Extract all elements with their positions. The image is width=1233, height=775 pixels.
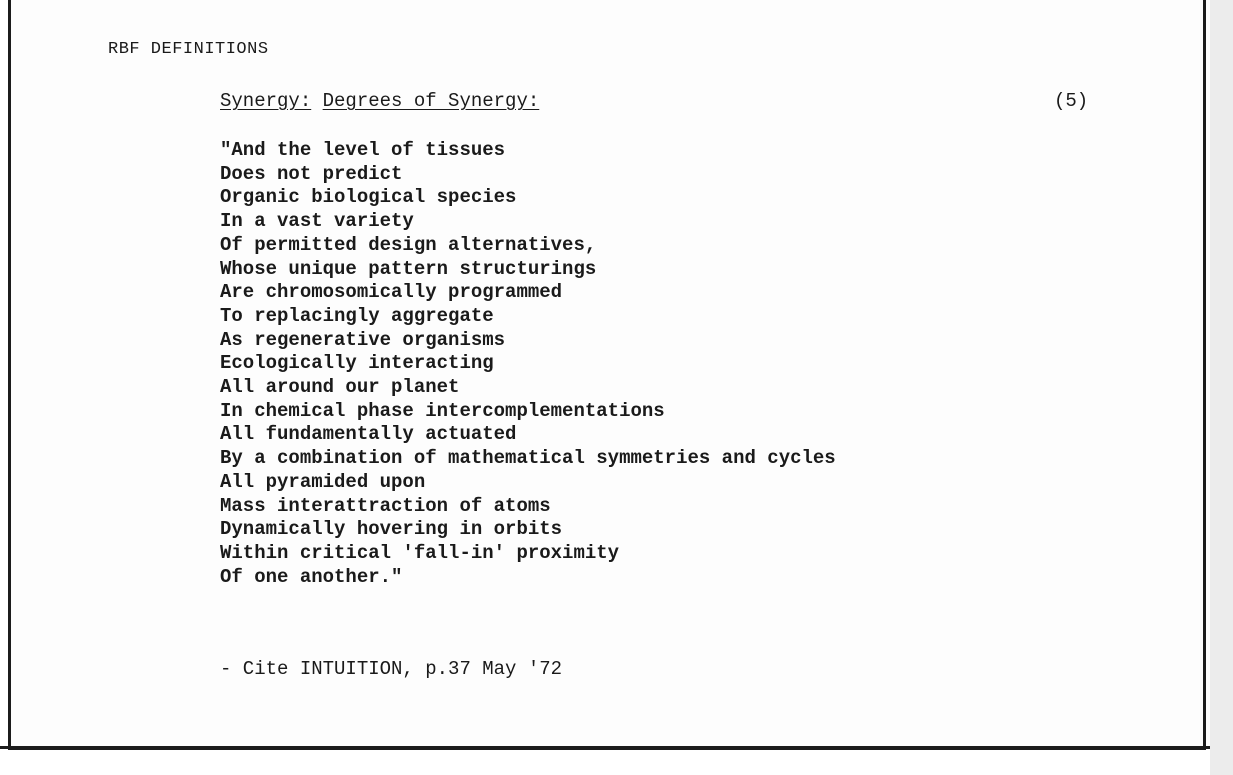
scan-margin	[1210, 0, 1233, 775]
card-bottom-divider	[0, 746, 1210, 749]
quote-line: In a vast variety	[220, 210, 414, 233]
page-number: (5)	[1054, 90, 1089, 112]
quote-line: All pyramided upon	[220, 470, 426, 493]
quote-line: By a combination of mathematical symmetries and cycles	[220, 447, 836, 470]
quote-line: As regenerative organisms	[220, 328, 506, 351]
quotation-text	[220, 139, 836, 589]
quote-line: Of permitted design alternatives,	[220, 233, 597, 256]
card-header: RBF DEFINITIONS	[108, 40, 269, 59]
quote-line: To replacingly aggregate	[220, 304, 494, 327]
quote-line: Within critical 'fall-in' proximity	[220, 541, 620, 564]
quote-line: All fundamentally actuated	[220, 423, 517, 446]
quote-line: All around our planet	[220, 376, 460, 399]
quote-line: In chemical phase intercomplementations	[220, 399, 665, 422]
entry-term: Synergy:	[220, 90, 312, 112]
citation: - Cite INTUITION, p.37 May '72	[220, 658, 563, 680]
quote-line: Ecologically interacting	[220, 352, 494, 375]
quote-line: Dynamically hovering in orbits	[220, 518, 563, 541]
quote-line: Mass interattraction of atoms	[220, 494, 551, 517]
entry-subtitle: Degrees of Synergy:	[322, 90, 540, 112]
quote-line: Whose unique pattern structurings	[220, 257, 597, 280]
quote-line: Organic biological species	[220, 186, 517, 209]
quote-line: "And the level of tissues	[220, 139, 506, 161]
quote-line: Of one another."	[220, 565, 403, 588]
entry-title	[220, 90, 539, 112]
quote-line: Are chromosomically programmed	[220, 281, 563, 304]
quote-line: Does not predict	[220, 162, 403, 185]
